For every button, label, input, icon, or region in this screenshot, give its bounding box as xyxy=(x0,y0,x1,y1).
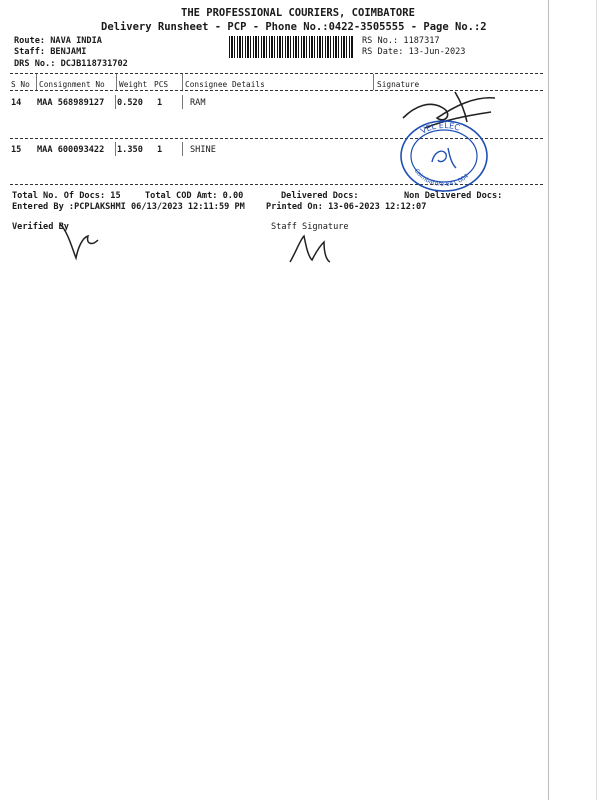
staff-signature-mark xyxy=(286,232,336,268)
table-row-consignee: SHINE xyxy=(190,145,216,155)
table-row-weight: 0.520 xyxy=(117,98,143,108)
page-edge xyxy=(548,0,549,800)
table-row-pcs: 1 xyxy=(157,145,163,155)
row-divider xyxy=(115,142,116,156)
verified-by-label: Verified By xyxy=(12,222,69,232)
table-top-rule xyxy=(10,73,543,74)
table-row-sno: 15 xyxy=(11,145,22,155)
col-header-weight: Weight xyxy=(119,80,148,89)
route-label: Route: NAVA INDIA xyxy=(14,36,102,46)
printed-on: Printed On: 13-06-2023 12:12:07 xyxy=(266,202,427,212)
rs-number: RS No.: 1187317 xyxy=(362,36,440,46)
staff-label: Staff: BENJAMI xyxy=(14,47,87,57)
col-header-signature: Signature xyxy=(377,80,420,89)
row-divider xyxy=(115,95,116,109)
table-row-sno: 14 xyxy=(11,98,22,108)
stamp-bottom-text: Coimbatore-641 004 xyxy=(412,167,470,189)
col-header-pcs: PCS xyxy=(154,80,169,89)
drs-number: DRS No.: DCJB118731702 xyxy=(14,59,128,69)
col-divider xyxy=(182,74,183,90)
col-header-consignment: Consignment No xyxy=(39,80,105,89)
runsheet-subtitle: Delivery Runsheet - PCP - Phone No.:0422-3505555 - Page No.:2 xyxy=(101,21,487,33)
page-edge xyxy=(596,0,597,800)
row-divider xyxy=(182,95,183,109)
table-row-weight: 1.350 xyxy=(117,145,143,155)
verifier-signature xyxy=(54,218,104,264)
total-docs: Total No. Of Docs: 15 xyxy=(12,191,121,201)
table-row-consignee: RAM xyxy=(190,98,206,108)
delivered-docs: Delivered Docs: xyxy=(281,191,359,201)
col-divider xyxy=(116,74,117,90)
table-row-consignment: MAA 600093422 xyxy=(37,145,105,155)
col-header-sno: S No xyxy=(11,80,30,89)
rs-date: RS Date: 13-Jun-2023 xyxy=(362,47,466,57)
entered-by: Entered By :PCPLAKSHMI 06/13/2023 12:11:59 PM xyxy=(12,202,245,212)
non-delivered-docs: Non Delivered Docs: xyxy=(404,191,503,201)
stamp-top-text: VEL ELEC xyxy=(419,120,462,136)
company-name: THE PROFESSIONAL COURIERS, COIMBATORE xyxy=(181,7,415,19)
col-divider xyxy=(36,74,37,90)
row-divider xyxy=(182,142,183,156)
total-cod: Total COD Amt: 0.00 xyxy=(145,191,244,201)
table-row-pcs: 1 xyxy=(157,98,163,108)
col-header-consignee: Consignee Details xyxy=(185,80,265,89)
company-stamp xyxy=(398,118,490,194)
table-row-consignment: MAA 568989127 xyxy=(37,98,105,108)
staff-signature-label: Staff Signature xyxy=(271,222,349,232)
col-divider xyxy=(373,74,374,90)
barcode xyxy=(229,36,353,58)
